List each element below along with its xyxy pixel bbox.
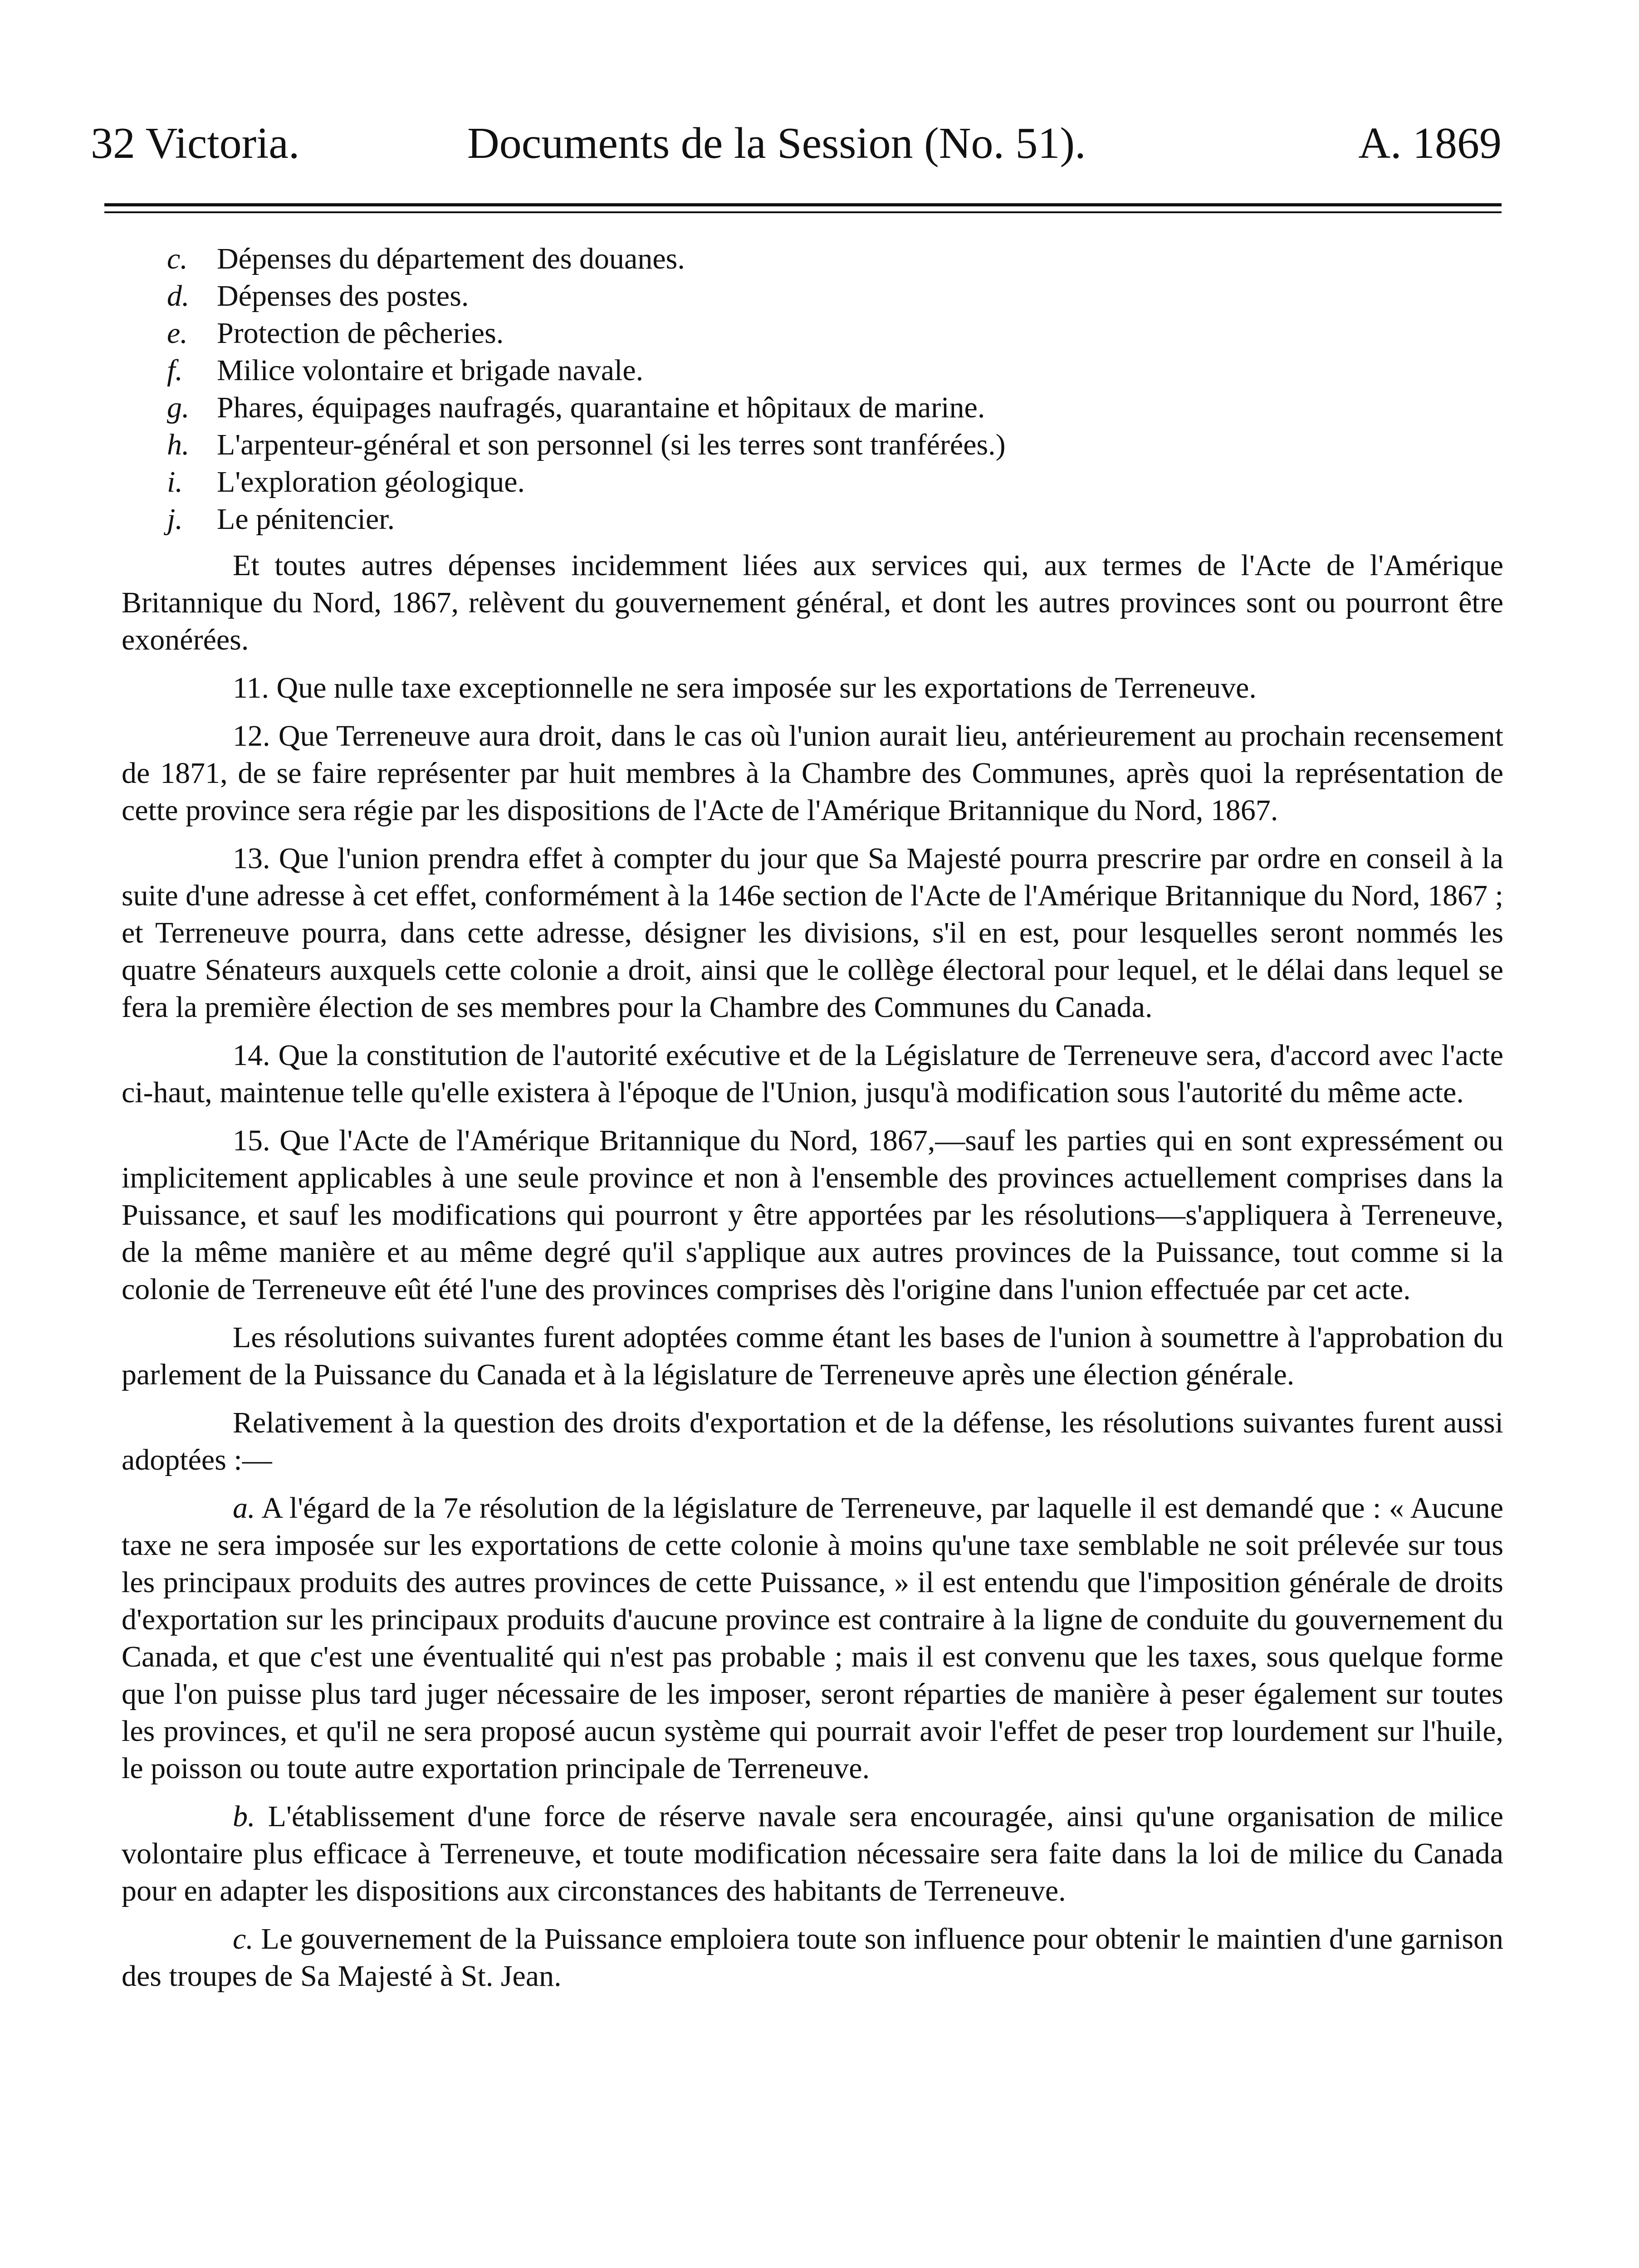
sub-resolution-c: c. Le gouvernement de la Puissance emploiera toute son influence pour obtenir le maintien d'une garnison des troupes de Sa Majesté à St. Jean. (122, 1922, 1504, 1993)
list-item: j. Le pénitencier. (167, 503, 395, 536)
list-item: d. Dépenses des postes. (167, 279, 469, 313)
list-item: h. L'arpenteur-général et son personnel (si les terres sont tranférées.) (167, 428, 1006, 461)
resolution-13: 13. Que l'union prendra effet à compter du jour que Sa Majesté pourra prescrire par ordre en conseil à la suite d'une adresse à cet effet, conformément à la 146e section de l'Acte de l'Amérique Britannique du Nord, 1867 ; et Terreneuve pourra, dans cette adresse, désigner les divisions, s'il en est, pour lesquelles seront nommés les quatre Sénateurs auxquels cette colonie a droit, ainsi que le collège électoral pour lequel, et le délai dans lequel se fera la première élection de ses membres pour la Chambre des Communes du Canada. (122, 842, 1503, 1024)
header-year: A. 1869 (1358, 119, 1502, 168)
header-title: Documents de la Session (No. 51). (467, 119, 1086, 168)
page-header (91, 109, 1502, 177)
paragraph-following-resolutions: Les résolutions suivantes furent adoptées comme étant les bases de l'union à soumettre à l'approbation du parlement de la Puissance du Canada et à la législature de Terreneuve après une élection générale. (122, 1321, 1503, 1391)
lettered-list (122, 240, 1503, 538)
document-body (122, 240, 1503, 2006)
resolution-11: 11. Que nulle taxe exceptionnelle ne sera imposée sur les exportations de Terreneuve. (233, 671, 1257, 704)
sub-resolution-a: a. A l'égard de la 7e résolution de la législature de Terreneuve, par laquelle il est demandé que : « Aucune taxe ne sera imposée sur les exportations de cette colonie à moins qu'une taxe semblable ne soit prélevée sur tous les principaux produits des autres provinces de cette Puissance, » il est entendu que l'imposition générale de droits d'exportation sur les principaux produits d'aucune province est contraire à la ligne de conduite du gouvernement du Canada, et que c'est une éventualité qui n'est pas probable ; mais il est convenu que les taxes, sous quelque forme que l'on puisse plus tard juger nécessaire de les imposer, seront réparties de manière à peser également sur toutes les provinces, et qu'il ne sera proposé aucun système qui pourrait avoir l'effet de peser trop lourdement sur l'huile, le poisson ou toute autre exportation principale de Terreneuve. (122, 1491, 1504, 1785)
paragraph-other-expenses: Et toutes autres dépenses incidemment liées aux services qui, aux termes de l'Acte de l'Amérique Britannique du Nord, 1867, relèvent du gouvernement général, et dont les autres provinces sont ou pourront être exonérées. (122, 549, 1503, 656)
resolution-15: 15. Que l'Acte de l'Amérique Britannique du Nord, 1867,—sauf les parties qui en sont expressément ou implicitement applicables à une seule province et non à l'ensemble des provinces actuellement comprises dans la Puissance, et sauf les modifications qui pourront y être apportées par les résolutions—s'appliquera à Terreneuve, de la même manière et au même degré qu'il s'applique aux autres provinces de la Puissance, tout comme si la colonie de Terreneuve eût été l'une des provinces comprises dès l'origine dans l'union effectuée par cet acte. (122, 1124, 1503, 1306)
resolution-14: 14. Que la constitution de l'autorité exécutive et de la Législature de Terreneuve sera, d'accord avec l'acte ci-haut, maintenue telle qu'elle existera à l'époque de l'Union, jusqu'à modification sous l'autorité du même acte. (122, 1039, 1503, 1109)
list-item: i. L'exploration géologique. (167, 465, 525, 499)
resolution-12: 12. Que Terreneuve aura droit, dans le cas où l'union aurait lieu, antérieurement au prochain recensement de 1871, de se faire représenter par huit membres à la Chambre des Communes, après quoi la représentation de cette province sera régie par les dispositions de l'Acte de l'Amérique Britannique du Nord, 1867. (122, 719, 1503, 827)
list-item: f. Milice volontaire et brigade navale. (167, 354, 644, 387)
header-rule (104, 203, 1502, 206)
sub-resolution-b: b. L'établissement d'une force de réserve navale sera encouragée, ainsi qu'une organisation de milice volontaire plus efficace à Terreneuve, et toute modification nécessaire sera faite dans la loi de milice du Canada pour en adapter les dispositions aux circonstances des habitants de Terreneuve. (122, 1800, 1503, 1907)
paragraph-export-defense: Relativement à la question des droits d'exportation et de la défense, les résolutions suivantes furent aussi adoptées :— (122, 1406, 1503, 1476)
list-item: c. Dépenses du département des douanes. (167, 242, 685, 275)
header-rule-thin (104, 211, 1502, 213)
list-item: e. Protection de pêcheries. (167, 317, 504, 350)
list-item: g. Phares, équipages naufragés, quarantaine et hôpitaux de marine. (167, 391, 985, 424)
header-session-year: 32 Victoria. (91, 119, 300, 168)
